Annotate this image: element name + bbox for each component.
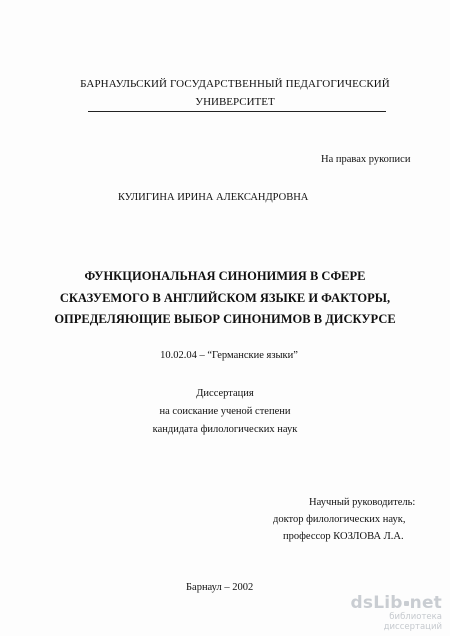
watermark-logo-right: net xyxy=(409,593,442,613)
watermark-logo xyxy=(330,594,442,612)
university-underline xyxy=(88,111,386,112)
watermark xyxy=(330,594,442,632)
title-line-2: СКАЗУЕМОГО В АНГЛИЙСКОМ ЯЗЫКЕ И ФАКТОРЫ, xyxy=(59,291,391,305)
author-name: КУЛИГИНА ИРИНА АЛЕКСАНДРОВНА xyxy=(118,192,309,203)
supervisor-heading: Научный руководитель: xyxy=(309,497,416,508)
title-line-3: ОПРЕДЕЛЯЮЩИЕ ВЫБОР СИНОНИМОВ В ДИСКУРСЕ xyxy=(54,312,396,326)
title-line-1: ФУНКЦИОНАЛЬНАЯ СИНОНИМИЯ В СФЕРЕ xyxy=(84,269,366,283)
dissertation-line-1: Диссертация xyxy=(196,388,254,399)
city-year: Барнаул – 2002 xyxy=(186,582,254,593)
watermark-subtitle: библиотека диссертаций xyxy=(383,612,442,632)
dot-icon xyxy=(404,601,409,606)
specialty-code: 10.02.04 – “Германские языки” xyxy=(160,350,298,361)
dissertation-line-3: кандидата филологических наук xyxy=(152,424,298,435)
dissertation-line-2: на соискание ученой степени xyxy=(159,406,291,417)
supervisor-name: профессор КОЗЛОВА Л.А. xyxy=(283,531,404,542)
rights-note: На правах рукописи xyxy=(321,154,411,165)
supervisor-degree: доктор филологических наук, xyxy=(273,514,406,525)
university-name-line-1: БАРНАУЛЬСКИЙ ГОСУДАРСТВЕННЫЙ ПЕДАГОГИЧЕСКИЙ xyxy=(80,78,390,90)
university-name-line-2: УНИВЕРСИТЕТ xyxy=(195,96,275,108)
watermark-logo-left: dsLib xyxy=(350,593,403,613)
